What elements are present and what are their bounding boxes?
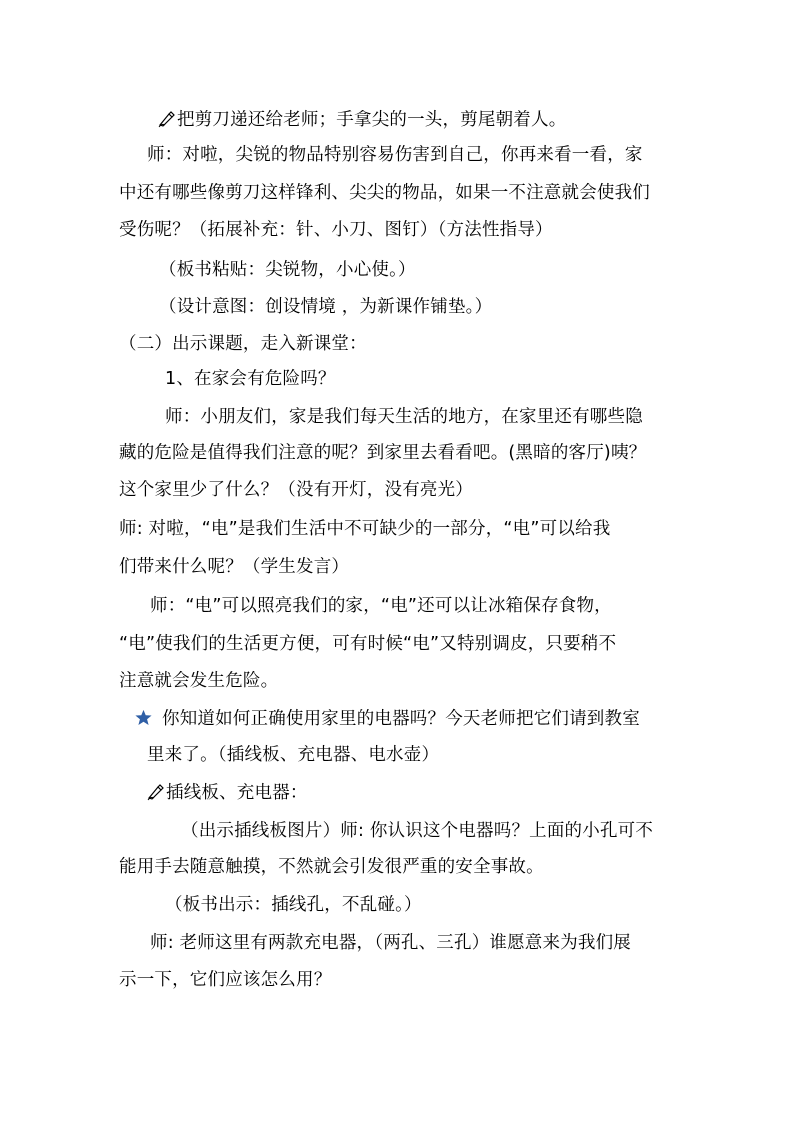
text-line: 里来了。（插线板、充电器、电水壶） (147, 745, 440, 765)
text-line: 藏的危险是值得我们注意的呢？到家里去看看吧。(黑暗的客厅)咦？ (119, 443, 647, 463)
pen-icon (147, 783, 165, 801)
text-line: （设计意图：创设情境 ，为新课作铺垫。） (159, 297, 493, 317)
text-line: 师：对啦，尖锐的物品特别容易伤害到自己，你再来看一看，家 (147, 145, 643, 165)
text-line: 师：小朋友们，家是我们每天生活的地方，在家里还有哪些隐 (165, 407, 643, 427)
text-line: “电”使我们的生活更方便，可有时候“电”又特别调皮，只要稍不 (119, 634, 617, 654)
text-line: （板书粘贴：尖锐物，小心使。） (159, 260, 416, 280)
text-line: 受伤呢？（拓展补充：针、小刀、图钉）（方法性指导） (119, 220, 553, 240)
text-line: 师: 对啦，“电”是我们生活中不可缺少的一部分，“电”可以给我 (119, 519, 611, 539)
pen-icon (158, 110, 176, 128)
text-line: 示一下，它们应该怎么用？ (119, 970, 332, 990)
text-line: 插线板、充电器： (147, 781, 308, 805)
text-line: 中还有哪些像剪刀这样锋利、尖尖的物品，如果一不注意就会使我们 (119, 183, 650, 203)
text-line: 能用手去随意触摸，不然就会引发很严重的安全事故。 (119, 857, 544, 877)
text-line: 把剪刀递还给老师；手拿尖的一头，剪尾朝着人。 (158, 108, 566, 132)
text-line: 们带来什么呢？（学生发言） (119, 557, 350, 577)
text-line: 师：“电”可以照亮我们的家，“电”还可以让冰箱保存食物， (150, 596, 612, 616)
text-line: 这个家里少了什么？（没有开灯，没有亮光） (119, 480, 473, 500)
sub-heading: 1、在家会有危险吗？ (165, 369, 336, 389)
text-line: 师: 老师这里有两款充电器，（两孔、三孔）谁愿意来为我们展 (150, 933, 632, 953)
star-icon (135, 709, 152, 726)
text-line: 注意就会发生危险。 (119, 671, 279, 691)
text-line: （出示插线板图片）师: 你认识这个电器吗？上面的小孔可不 (181, 821, 654, 841)
section-heading: （二）出示课题，走入新课堂： (119, 334, 367, 354)
text-line: 你知道如何正确使用家里的电器吗？今天老师把它们请到教室 (135, 707, 640, 731)
text-line: （板书出示：插线孔，不乱碰。） (165, 895, 422, 915)
